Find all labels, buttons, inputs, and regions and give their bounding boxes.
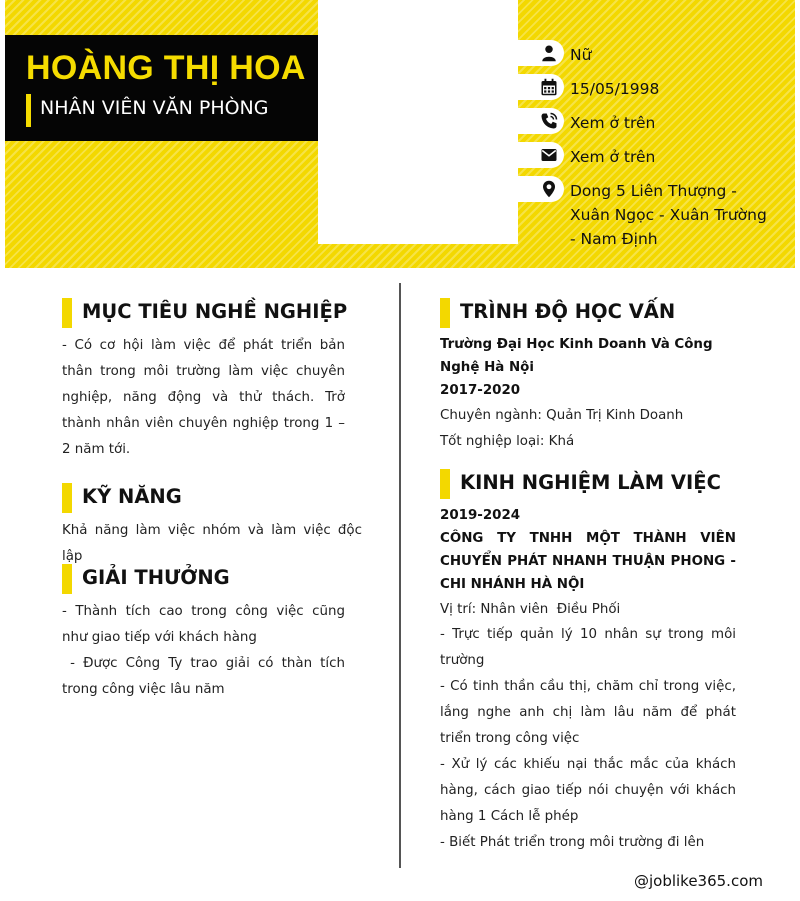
awards-text (62, 599, 350, 703)
experience-years: 2019-2024 (440, 508, 521, 523)
education-major: Chuyên ngành: Quản Trị Kinh Doanh (440, 408, 684, 423)
name-box (5, 35, 318, 141)
awards-title: GIẢI THƯỞNG (82, 566, 230, 589)
job-title: NHÂN VIÊN VĂN PHÒNG (40, 97, 269, 119)
email-text: Xem ở trên (570, 148, 656, 166)
education-details (440, 333, 736, 453)
calendar-icon (540, 78, 558, 96)
list-item: - Xử lý các khiếu nại thắc mắc của khách hàng, cách giao tiếp nói chuyện với khách hàng 1 Cách lễ phép (440, 757, 736, 824)
experience-details (440, 504, 736, 856)
company-name: CÔNG TY TNHH MỘT THÀNH VIÊN CHUYỂN PHÁT NHANH THUẬN PHONG - CHI NHÁNH HÀ NỘI (440, 531, 736, 592)
phone-text: Xem ở trên (570, 114, 656, 132)
phone-icon (540, 112, 558, 130)
list-item: - Có tinh thần cầu thị, chăm chỉ trong việc, lắng nghe anh chị làm lâu năm để phát triển trong công việc (440, 679, 736, 746)
list-item: - Được Công Ty trao giải có thàn tích trong công việc lâu năm (62, 656, 350, 697)
candidate-name: HOÀNG THỊ HOA (26, 49, 306, 87)
objective-text: - Có cơ hội làm việc để phát triển bản thân trong môi trường làm việc chuyên nghiệp, năng động và thử thách. Trở thành nhân viên chuyên nghiệp trong 1 – 2 năm tới. (62, 338, 345, 457)
mail-icon (540, 146, 558, 164)
column-divider (399, 283, 401, 868)
profile-photo (318, 0, 518, 244)
education-grade: Tốt nghiệp loại: Khá (440, 434, 575, 449)
skills-title: KỸ NĂNG (82, 485, 182, 508)
user-icon (540, 44, 558, 62)
experience-position: Vị trí: Nhân viên Điều Phối (440, 602, 621, 617)
location-icon (540, 180, 558, 198)
list-item: - Trực tiếp quản lý 10 nhân sự trong môi trường (440, 627, 736, 668)
gender-text: Nữ (570, 46, 592, 64)
list-item: - Biết Phát triển trong môi trường đi lên (440, 835, 705, 850)
address-text: Dong 5 Liên Thượng - Xuân Ngọc - Xuân Trường - Nam Định (570, 182, 767, 248)
education-title: TRÌNH ĐỘ HỌC VẤN (460, 300, 676, 323)
objective-title: MỤC TIÊU NGHỀ NGHIỆP (82, 300, 348, 323)
birthday-text: 15/05/1998 (570, 80, 660, 98)
skills-text: Khả năng làm việc nhóm và làm việc độc lập (62, 523, 362, 564)
title-accent-bar (26, 94, 31, 127)
footer-watermark: @joblike365.com (633, 872, 763, 890)
education-years: 2017-2020 (440, 383, 521, 398)
list-item: - Thành tích cao trong công việc cũng như giao tiếp với khách hàng (62, 604, 345, 645)
school-name: Trường Đại Học Kinh Doanh Và Công Nghệ Hà Nội (440, 337, 713, 375)
experience-title: KINH NGHIỆM LÀM VIỆC (460, 471, 721, 494)
